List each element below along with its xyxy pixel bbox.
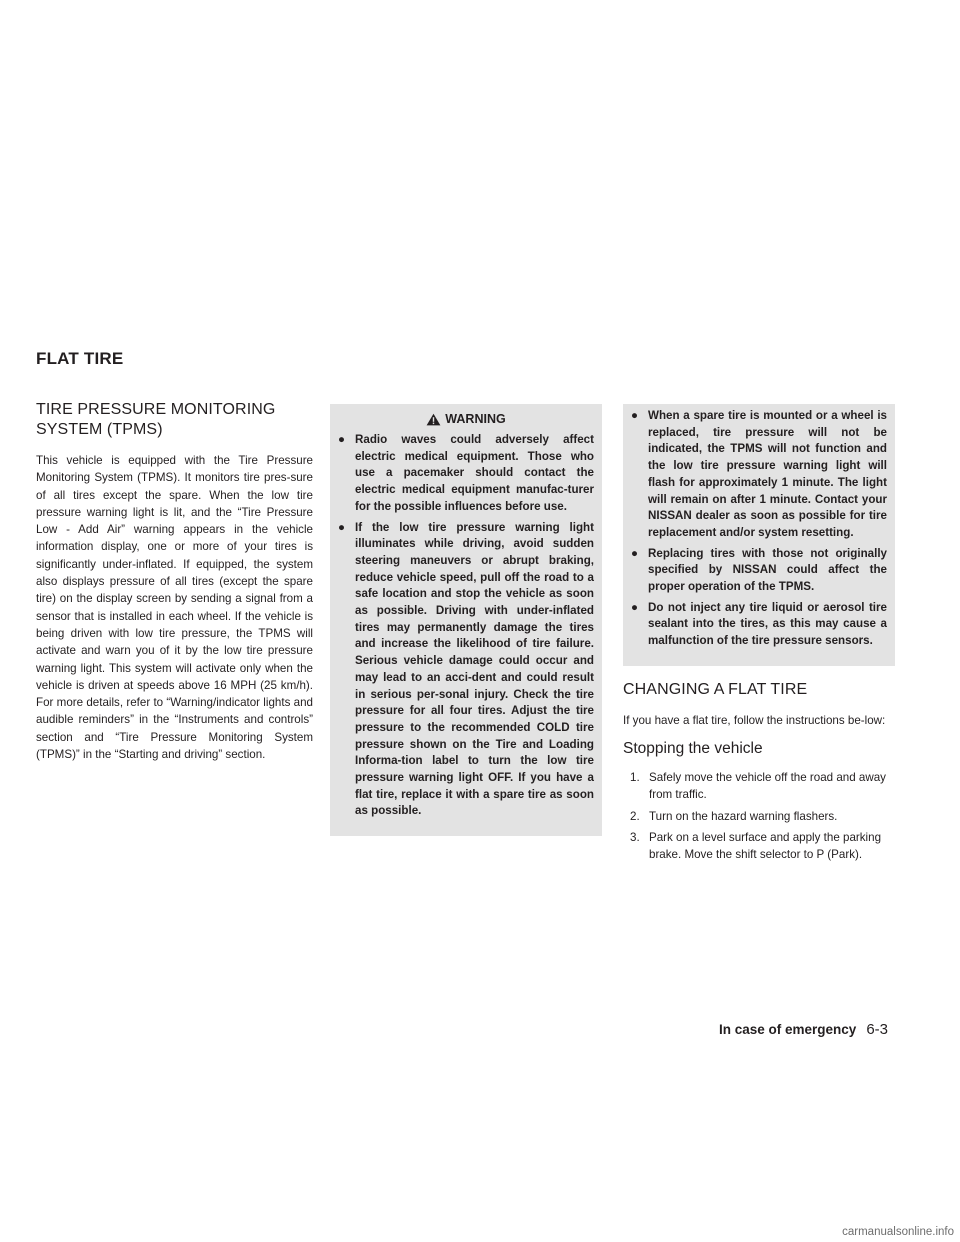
step-item: 2. Turn on the hazard warning flashers.	[630, 809, 838, 823]
tpms-body: This vehicle is equipped with the Tire Pressure Monitoring System (TPMS). It monitors tire pres-sure of all tires except the spare. When the low tire pressure warning light is lit, and the “Tire Pressure Low - Add Air” warning appears in the vehicle information display, one or more of your tires is significantly under-inflated. If equipped, the system also displays pressure of all tires (except the spare tire) on the display screen by sending a signal from a sensor that is installed in each wheel. If the vehicle is being driven with low tire pressure, the TPMS will activate and warn you of it by the low tire pressure warning light. This system will activate only when the vehicle is driven at speeds above 16 MPH (25 km/h). For more details, refer to “Warning/indicator lights and audible reminders” in the “Instruments and controls” section and “Tire Pressure Monitoring System (TPMS)” in the “Starting and driving” section.	[36, 454, 313, 762]
steps-list	[623, 769, 895, 863]
tpms-heading	[36, 400, 313, 440]
warning-item: ● Radio waves could adversely affect electric medical equipment. Those who use a pacemaker should contact the electric medical equipment manufac-turer for the possible influences before use.	[338, 432, 594, 516]
bullet-icon: ●	[631, 600, 639, 614]
warning-header	[338, 410, 594, 428]
warning-list-2	[631, 408, 887, 650]
warning-title: WARNING	[445, 412, 506, 426]
bullet-icon: ●	[631, 409, 639, 422]
tpms-column	[36, 400, 313, 763]
warning-list-1	[338, 432, 594, 820]
changing-heading: CHANGING A FLAT TIRE	[623, 680, 808, 698]
bullet-icon: ●	[338, 520, 346, 534]
right-column	[623, 404, 895, 868]
chapter-title: In case of emergency	[718, 1022, 857, 1037]
warning-icon	[426, 413, 441, 426]
warning-item: ● If the low tire pressure warning light illuminates while driving, avoid sudden steering maneuvers or abrupt braking, reduce vehicle speed, pull off the road to a safe location and stop the vehicle as soon as possible. Driving with under-inflated tires may permanently damage the tires and increase the likelihood of tire failure. Serious vehicle damage could occur and may lead to an acci-dent and could result in serious per-sonal injury. Check the tire pressure for all four tires. Adjust the tire pressure to the recommended COLD tire pressure shown on the Tire and Loading Informa-tion label to turn the low tire pressure warning light OFF. If you have a flat tire, replace it with a spare tire as soon as possible.	[338, 520, 594, 821]
watermark: carmanualsonline.info	[842, 1226, 954, 1238]
stopping-heading: Stopping the vehicle	[623, 740, 763, 758]
warning-item: ● Replacing tires with those not originally specified by NISSAN could affect the proper operation of the TPMS.	[631, 546, 887, 596]
warning-item: ● When a spare tire is mounted or a wheel is replaced, tire pressure will not be indicated, the TPMS will not function and the low tire pressure warning light will flash for approximately 1 minute. The light will remain on after 1 minute. Contact your NISSAN dealer as soon as possible for tire replacement and/or system resetting.	[631, 408, 887, 542]
page-footer	[719, 1021, 888, 1038]
tpms-heading-line1: TIRE PRESSURE MONITORING	[36, 401, 276, 418]
step-item: 1. Safely move the vehicle off the road and away from traffic.	[630, 771, 886, 802]
bullet-icon: ●	[338, 433, 346, 446]
step-item: 3. Park on a level surface and apply the parking brake. Move the shift selector to P (Park).	[630, 831, 882, 862]
changing-body: If you have a flat tire, follow the instructions be-low:	[623, 713, 886, 727]
warning-box	[330, 404, 602, 836]
page-number: 6-3	[866, 1021, 888, 1038]
tpms-heading-line2: SYSTEM (TPMS)	[36, 421, 163, 438]
bullet-icon: ●	[631, 546, 639, 560]
warning-box-continued	[623, 404, 895, 666]
warning-item: ● Do not inject any tire liquid or aerosol tire sealant into the tires, as this may cause a malfunction of the tire pressure sensors.	[631, 600, 887, 650]
section-title: FLAT TIRE	[36, 349, 124, 368]
